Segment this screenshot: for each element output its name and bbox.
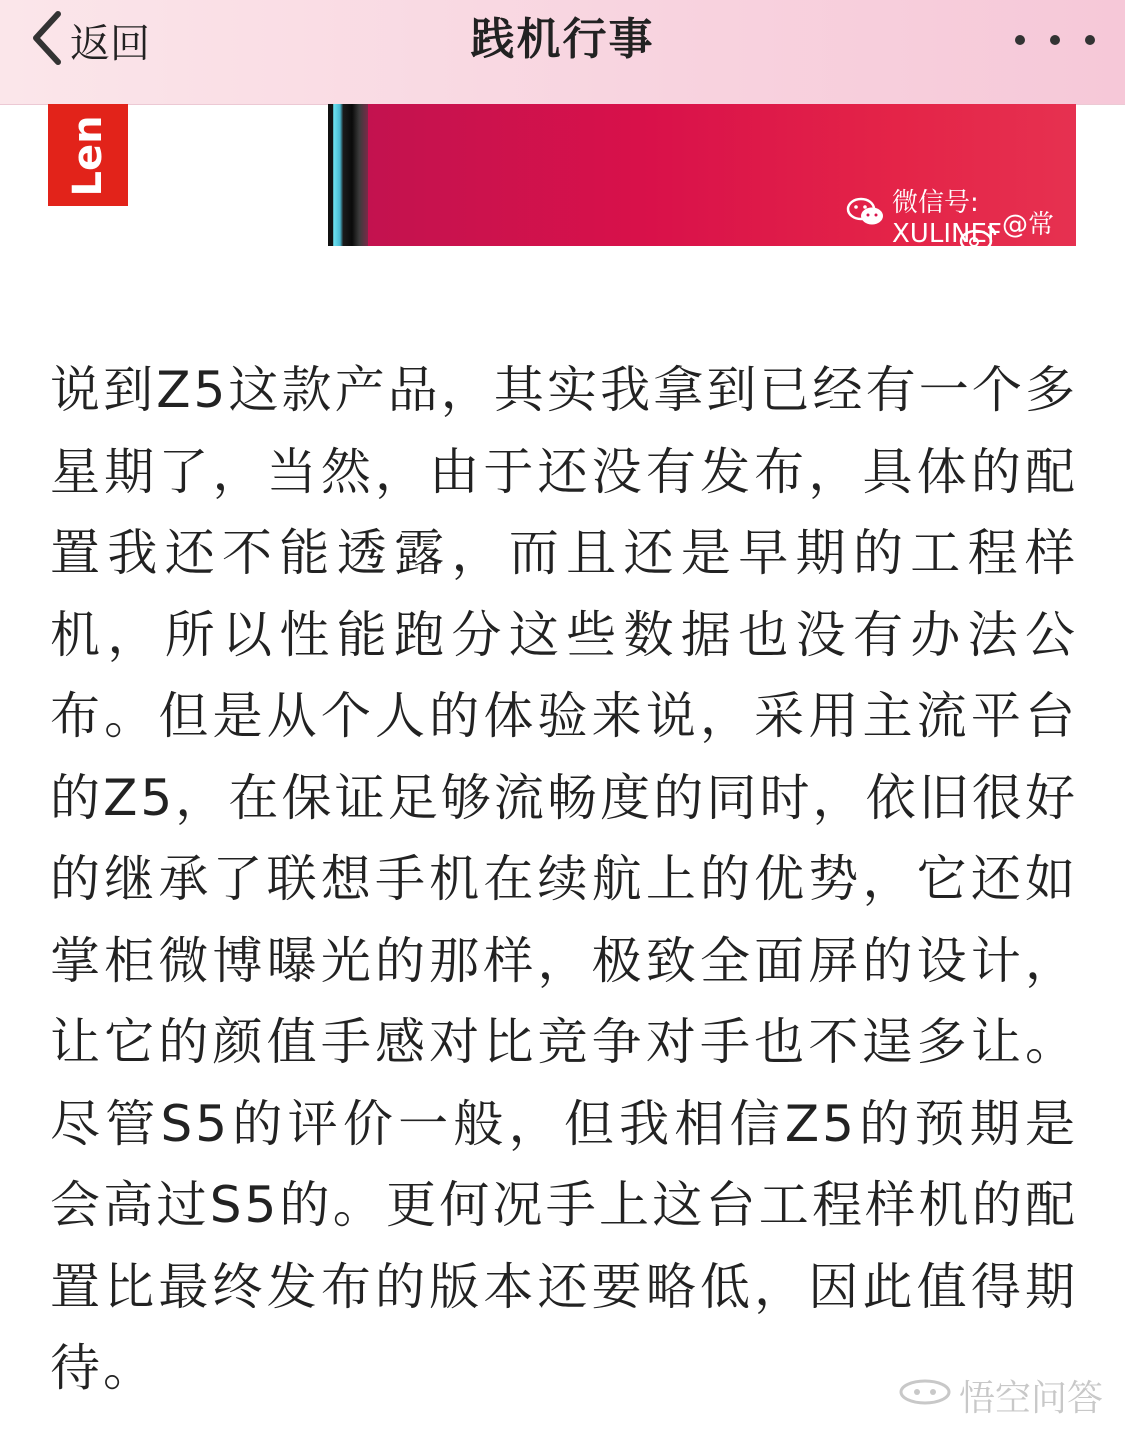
wukong-label: 悟空问答: [958, 1377, 1103, 1419]
article-paragraph: 说到Z5这款产品，其实我拿到已经有一个多星期了，当然，由于还没有发布，具体的配置我还不能透露，而且还是早期的工程样机，所以性能跑分这些数据也没有办法公布。但是从个人的体验来说，采用主流平台的Z5，在保证足够流畅度的同时，依旧很好的继承了联想手机在续航上的优势，它还如掌柜微博曝光的那样，极致全面屏的设计，让它的颜值手感对比竞争对手也不逞多让。尽管S5的评价一般，但我相信Z5的预期是会高过S5的。更何况手上这台工程样机的配置比最终发布的版本还要略低，因此值得期待。: [50, 361, 1078, 1397]
wukong-watermark: [897, 1372, 1103, 1418]
weibo-watermark: [958, 204, 1076, 278]
more-dot-icon: [1050, 35, 1060, 45]
back-label: 返回: [70, 20, 150, 67]
wukong-logo-icon: [897, 1375, 953, 1416]
logo-text: Len: [65, 115, 111, 197]
page-title: 践机行事: [470, 14, 655, 65]
phone-screen-graphic: [368, 104, 1076, 277]
more-options-button[interactable]: [1015, 22, 1095, 58]
more-dot-icon: [1015, 35, 1025, 45]
weibo-icon: [958, 223, 998, 260]
phone-edge-graphic: [328, 104, 368, 246]
nav-bar: [0, 0, 1125, 105]
wechat-id: 微信号: XULINEF: [892, 188, 1002, 249]
article-image: [48, 104, 1076, 277]
lenovo-logo: [48, 104, 128, 206]
more-dot-icon: [1085, 35, 1095, 45]
weibo-handle: @常程: [1002, 210, 1055, 277]
wechat-icon: [846, 196, 886, 235]
